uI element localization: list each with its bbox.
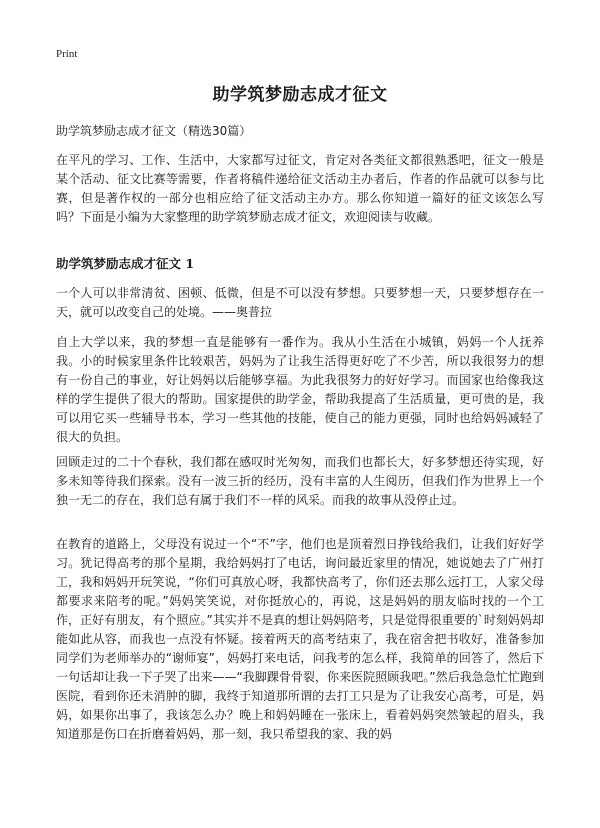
page-title: 助学筑梦励志成才征文: [212, 85, 388, 105]
intro-paragraph: 在平凡的学习、工作、生活中，大家都写过征文，肯定对各类征文都很熟悉吧，征文一般是某个活动、征文比赛等需要，作者将稿件递给征文活动主办者后，作者的作品就可以参与比赛，但是著作权的一部分也相应给了征文活动主办方。那么你知道一篇好的征文该怎么写吗？下面是小编为大家整理的助学筑梦励志成才征文，欢迎阅读与收藏。: [56, 153, 544, 224]
paragraph-quote: 一个人可以非常清贫、困顿、低微，但是不可以没有梦想。只要梦想一天，只要梦想存在一天，就可以改变自己的处境。——奥普拉: [56, 286, 544, 319]
paragraph-looking-back: 回顾走过的二十个春秋，我们都在感叹时光匆匆，而我们也都长大，好多梦想还待实现，好多未知等待我们探索。没有一波三折的经历，没有丰富的人生阅历，但我们作为世界上一个独一无二的存在，我们总有属于我们不一样的风采。而我的故事从没停止过。: [56, 455, 544, 507]
paragraph-college-dream: 自上大学以来，我的梦想一直是能够有一番作为。我从小生活在小城镇，妈妈一个人抚养我。小的时候家里条件比较艰苦，妈妈为了让我生活得更好吃了不少苦，所以我很努力的想有一份自己的事业，好让妈妈以后能够享福。为此我很努力的好好学习。而国家也给像我这样的学生提供了很大的帮助。国家提供的助学金，帮助我提高了生活质量，更可贵的是，我可以用它买一些辅导书本，学习一些其他的技能，使自己的能力更强，同时也给妈妈减轻了很大的负担。: [56, 335, 544, 444]
section-heading: 助学筑梦励志成才征文 1: [56, 256, 195, 271]
document-subtitle: 助学筑梦励志成才征文（精选30篇）: [56, 124, 252, 138]
paragraph-education-road: 在教育的道路上，父母没有说过一个“不”字，他们也是顶着烈日挣钱给我们，让我们好好学习。犹记得高考的那个星期，我给妈妈打了电话，询问最近家里的情况，她说她去了广州打工，我和妈妈开玩笑说，“你们可真放心呀，我都快高考了，你们还去那么远打工，人家父母都要求来陪考的呢。”妈妈笑笑说，对你挺放心的，再说，这是妈妈的朋友临时找的一个工作，正好有朋友，有个照应。”其实并不是真的想让妈妈陪考，只是觉得很重要的`时刻妈妈却能如此从容，而我也一点没有怀疑。接着两天的高考结束了，我在宿舍把书收好，准备参加同学们为老师举办的“谢师宴”，妈妈打来电话，问我考的怎么样，我简单的回答了，然后下一句话却让我一下子哭了出来——“我脚踝骨骨裂，你来医院照顾我吧。”然后我急急忙忙跑到医院，看到你还未消肿的脚，我终于知道那所谓的去打工只是为了让我安心高考，可是，妈妈，如果你出事了，我该怎么办？晚上和妈妈睡在一张床上，看着妈妈突然皱起的眉头，我知道那是伤口在折磨着妈妈，那一刻，我只希望我的家、我的妈: [56, 537, 544, 741]
print-link[interactable]: Print: [56, 48, 78, 60]
